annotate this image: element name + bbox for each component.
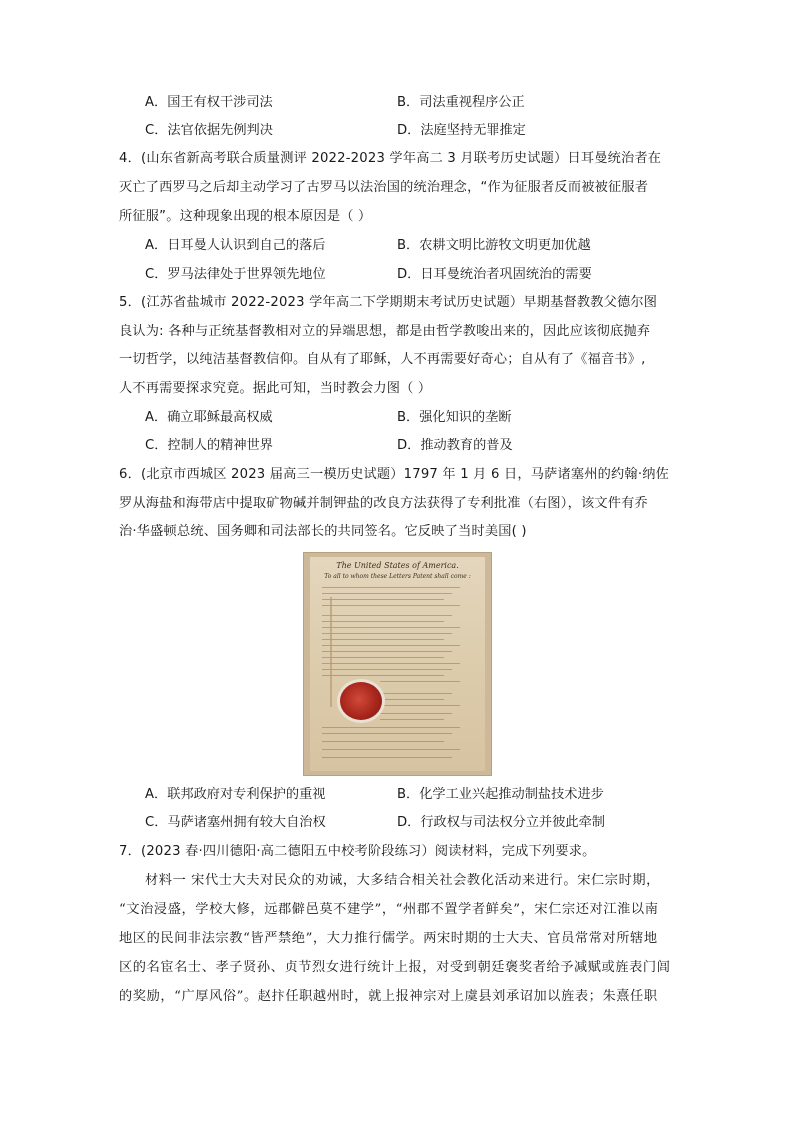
q6-option-b: B．化学工业兴起推动制盐技术进步 (397, 787, 604, 802)
q6-stem-line-1: 6．(北京市西城区 2023 届高三一模历史试题）1797 年 1 月 6 日，马萨诸塞州的约翰·纳佐 (119, 467, 669, 482)
wax-seal-icon (340, 682, 382, 720)
patent-text-stroke (322, 615, 452, 616)
q4-option-b: B．农耕文明比游牧文明更加优越 (397, 238, 591, 253)
patent-text-stroke (322, 593, 452, 594)
q4-option-c: C．罗马法律处于世界领先地位 (145, 267, 326, 282)
patent-text-stroke (322, 669, 452, 670)
patent-text-stroke (322, 621, 444, 622)
patent-text-stroke (322, 727, 460, 728)
q3-option-a: A．国王有权干涉司法 (145, 95, 273, 110)
q5-stem-line-1: 5．(江苏省盐城市 2022-2023 学年高二下学期期末考试历史试题）早期基督教教父德尔图 (119, 295, 658, 310)
q4-stem-line-3: 所征服”。这种现象出现的根本原因是（ ） (119, 209, 372, 224)
patent-text-stroke (322, 733, 452, 734)
q4-stem-line-1: 4．(山东省新高考联合质量测评 2022-2023 学年高二 3 月联考历史试题）日耳曼统治者在 (119, 151, 662, 166)
q5-stem-line-3: 一切哲学，以纯洁基督教信仰。自从有了耶稣，人不再需要好奇心；自从有了《福音书》, (119, 352, 646, 367)
patent-paper (310, 557, 485, 771)
q4-option-d: D．日耳曼统治者巩固统治的需要 (397, 267, 592, 282)
q7-material-line-3: 地区的民间非法宗教“皆严禁绝”，大力推行儒学。两宋时期的士大夫、官员常常对所辖地 (119, 931, 658, 946)
q5-stem-line-4: 人不再需要探求究竟。据此可知，当时教会力图（ ） (119, 381, 432, 396)
q5-option-a: A．确立耶稣最高权威 (145, 410, 273, 425)
patent-text-stroke (380, 719, 444, 720)
q6-stem-line-3: 治·华盛顿总统、国务卿和司法部长的共同签名。它反映了当时美国( ) (119, 524, 527, 539)
patent-text-stroke (380, 705, 460, 706)
patent-text-stroke (322, 633, 452, 634)
q7-material-line-4: 区的名宦名士、孝子贤孙、贞节烈女进行统计上报，对受到朝廷褒奖者给予减赋或旌表门闾 (119, 960, 671, 975)
patent-text-stroke (322, 651, 452, 652)
patent-document-image (303, 552, 492, 776)
patent-text-stroke (380, 681, 460, 682)
q4-option-a: A．日耳曼人认识到自己的落后 (145, 238, 326, 253)
patent-text-stroke (380, 699, 444, 700)
q6-option-c: C．马萨诸塞州拥有较大自治权 (145, 815, 326, 830)
patent-text-stroke (322, 675, 444, 676)
patent-text-stroke (322, 587, 460, 588)
q7-material-line-5: 的奖励，“广厚风俗”。赵抃任职越州时，就上报神宗对上虞县刘承诏加以旌表；朱熹任职 (119, 989, 658, 1004)
q5-option-c: C．控制人的精神世界 (145, 438, 273, 453)
patent-text-stroke (322, 639, 444, 640)
q6-stem-line-2: 罗从海盐和海带店中提取矿物碱并制钾盐的改良方法获得了专利批准（右图），该文件有乔 (119, 496, 648, 511)
patent-text-stroke (322, 663, 460, 664)
patent-text-stroke (322, 645, 460, 646)
patent-text-stroke (322, 599, 444, 600)
patent-text-stroke (322, 657, 444, 658)
q5-option-b: B．强化知识的垄断 (397, 410, 512, 425)
q6-option-a: A．联邦政府对专利保护的重视 (145, 787, 326, 802)
q7-stem-line-1: 7．(2023 春·四川德阳·高二德阳五中校考阶段练习）阅读材料，完成下列要求。 (119, 844, 596, 859)
q5-option-d: D．推动教育的普及 (397, 438, 513, 453)
patent-text-stroke (380, 713, 452, 714)
patent-text-stroke (380, 693, 452, 694)
q3-option-c: C．法官依据先例判决 (145, 123, 273, 138)
q3-option-b: B．司法重视程序公正 (397, 95, 525, 110)
q7-material-line-2: “文治浸盛，学校大修，远郡僻邑莫不建学”，“州郡不置学者鲜矣”，宋仁宗还对江淮以南 (119, 902, 659, 917)
patent-title: The United States of America. (336, 561, 459, 570)
patent-text-stroke (322, 749, 460, 750)
patent-text-stroke (322, 627, 460, 628)
q5-stem-line-2: 良认为: 各种与正统基督教相对立的异端思想，都是由哲学教唆出来的，因此应该彻底抛弃 (119, 324, 651, 339)
patent-text-stroke (322, 605, 460, 606)
q6-option-d: D．行政权与司法权分立并彼此牵制 (397, 815, 605, 830)
patent-text-stroke (322, 741, 444, 742)
q7-material-line-1: 材料一 宋代士大夫对民众的劝诫，大多结合相关社会教化活动来进行。宋仁宗时期， (145, 873, 660, 888)
patent-text-stroke (322, 757, 452, 758)
q3-option-d: D．法庭坚持无罪推定 (397, 123, 526, 138)
patent-ribbon (330, 597, 332, 707)
patent-subtitle: To all to whom these Letters Patent shall come : (324, 573, 471, 580)
q4-stem-line-2: 灭亡了西罗马之后却主动学习了古罗马以法治国的统治理念，“作为征服者反而被被征服者 (119, 180, 649, 195)
